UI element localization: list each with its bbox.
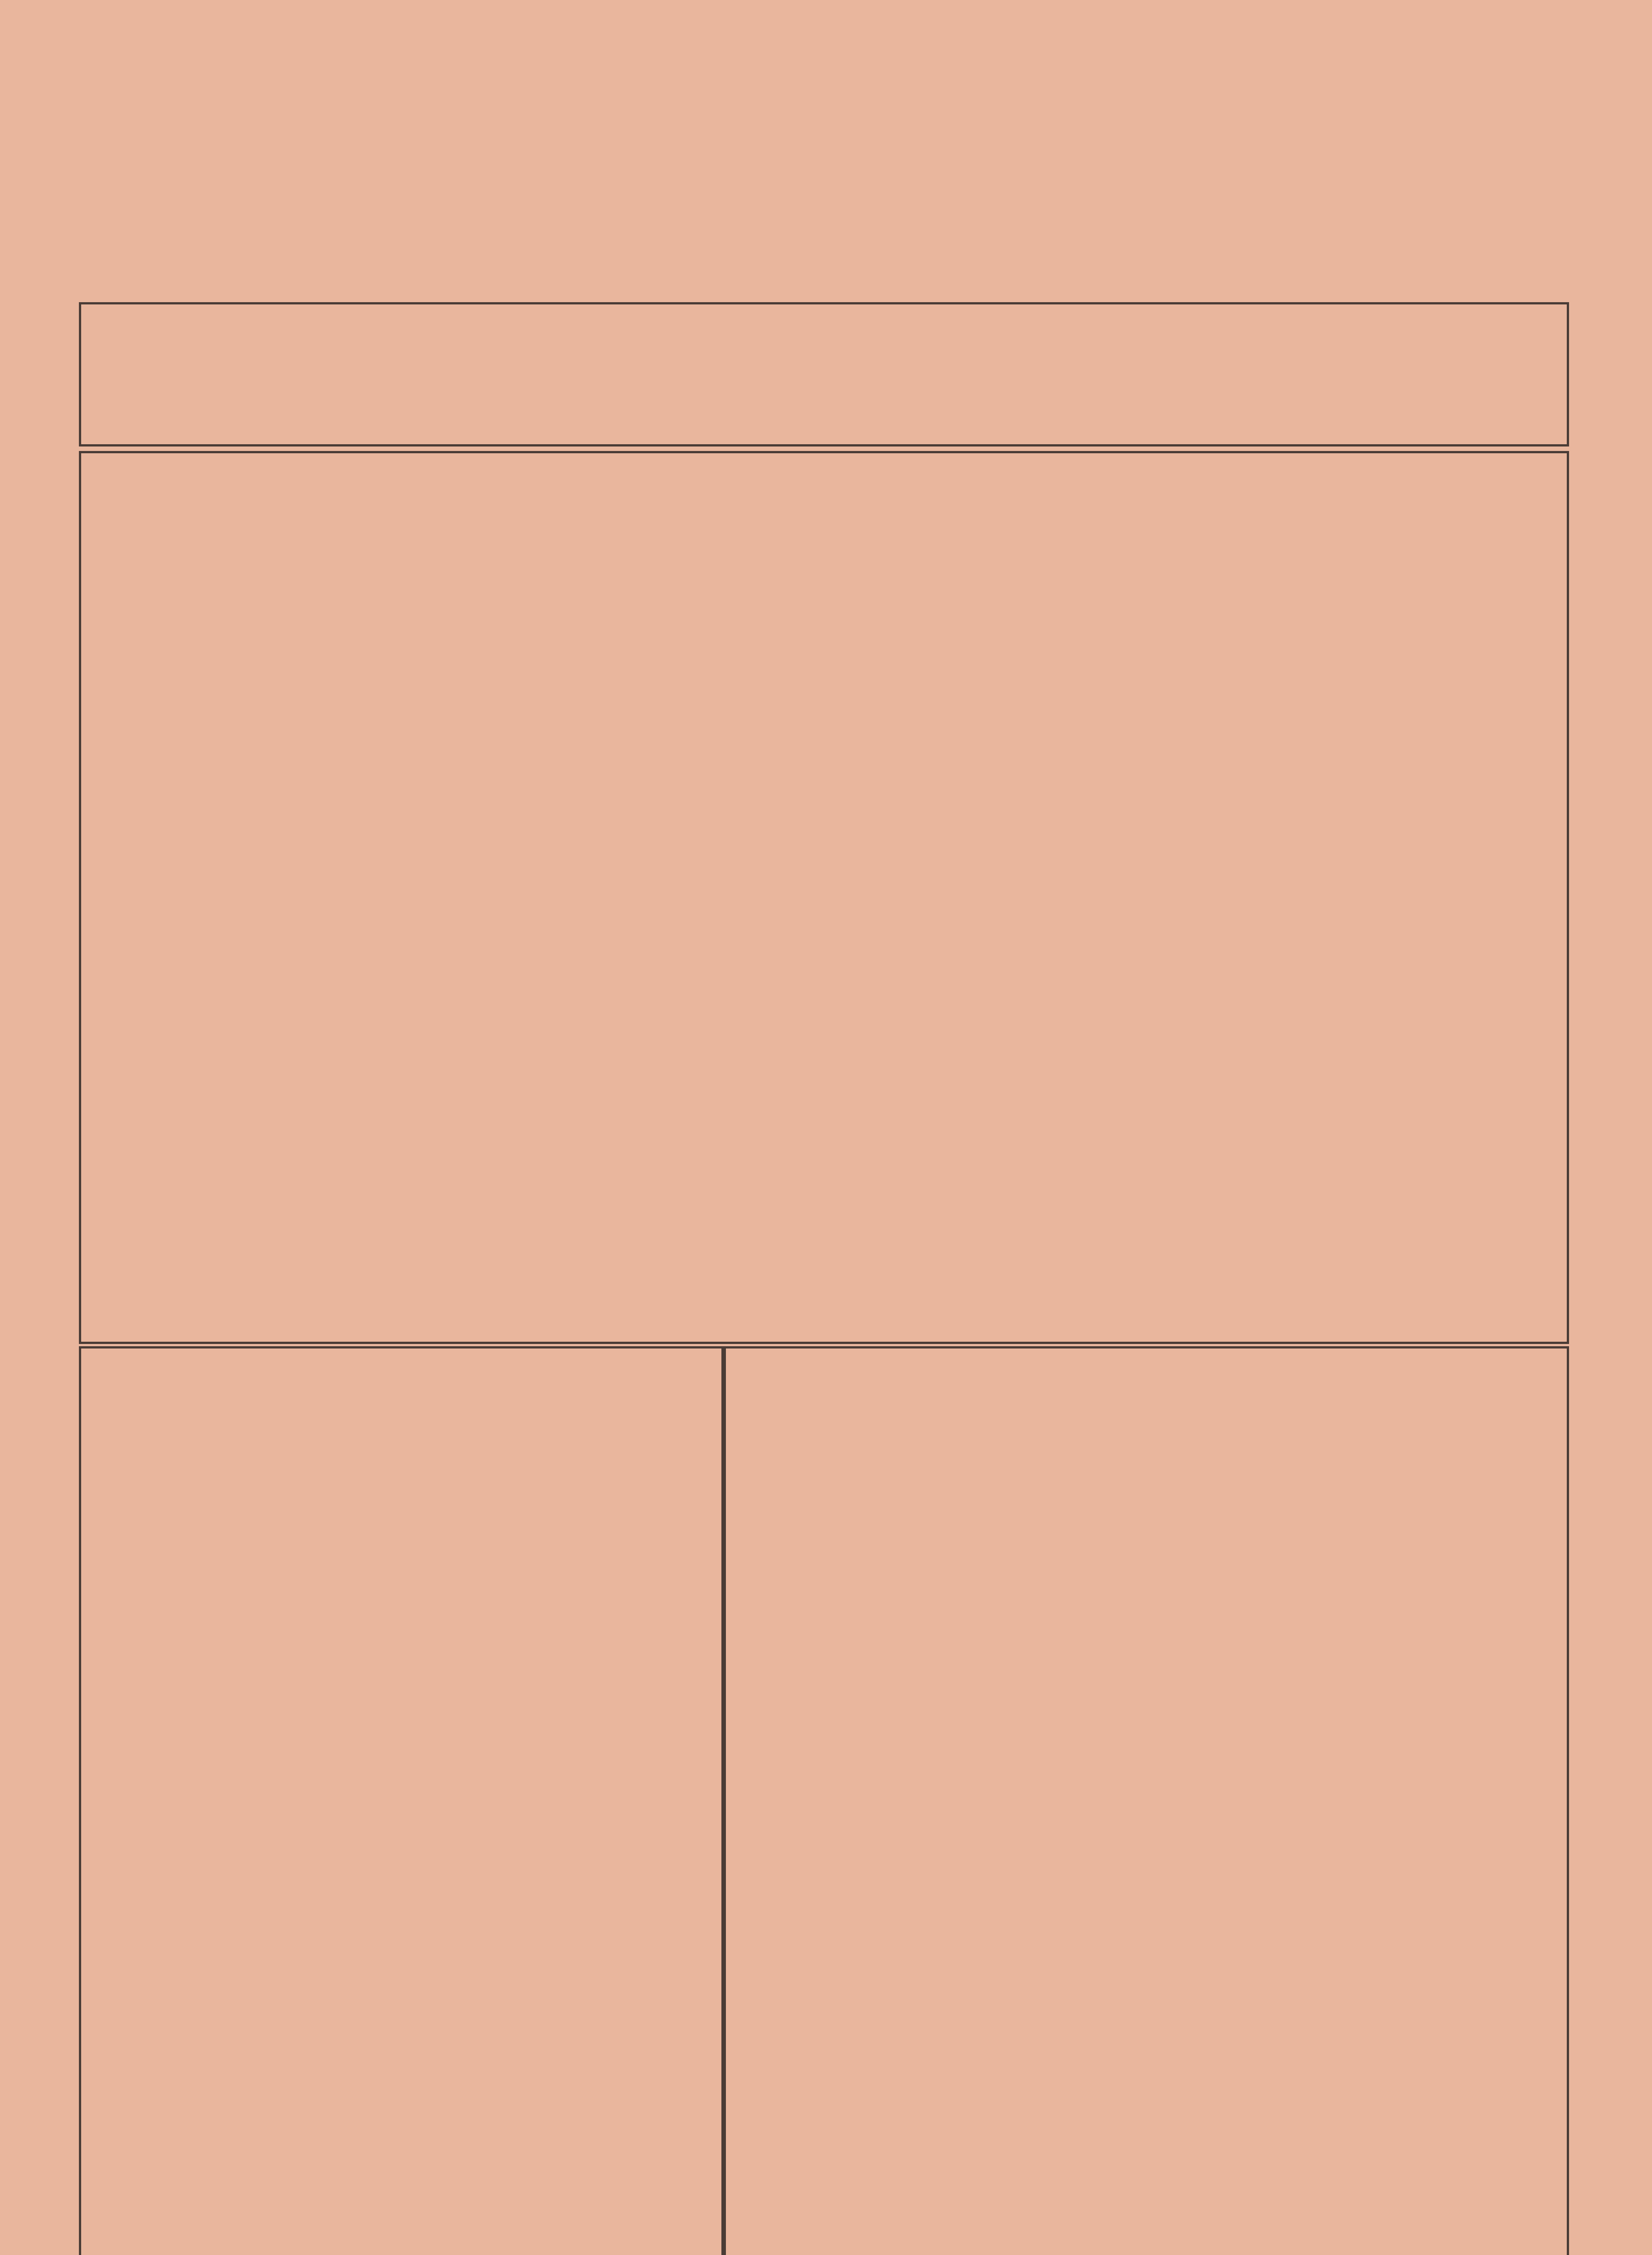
coast-table xyxy=(79,1346,724,2255)
morning-table xyxy=(724,1346,1569,2255)
yesterday-table xyxy=(79,451,1569,1344)
legend-box xyxy=(79,302,1569,446)
